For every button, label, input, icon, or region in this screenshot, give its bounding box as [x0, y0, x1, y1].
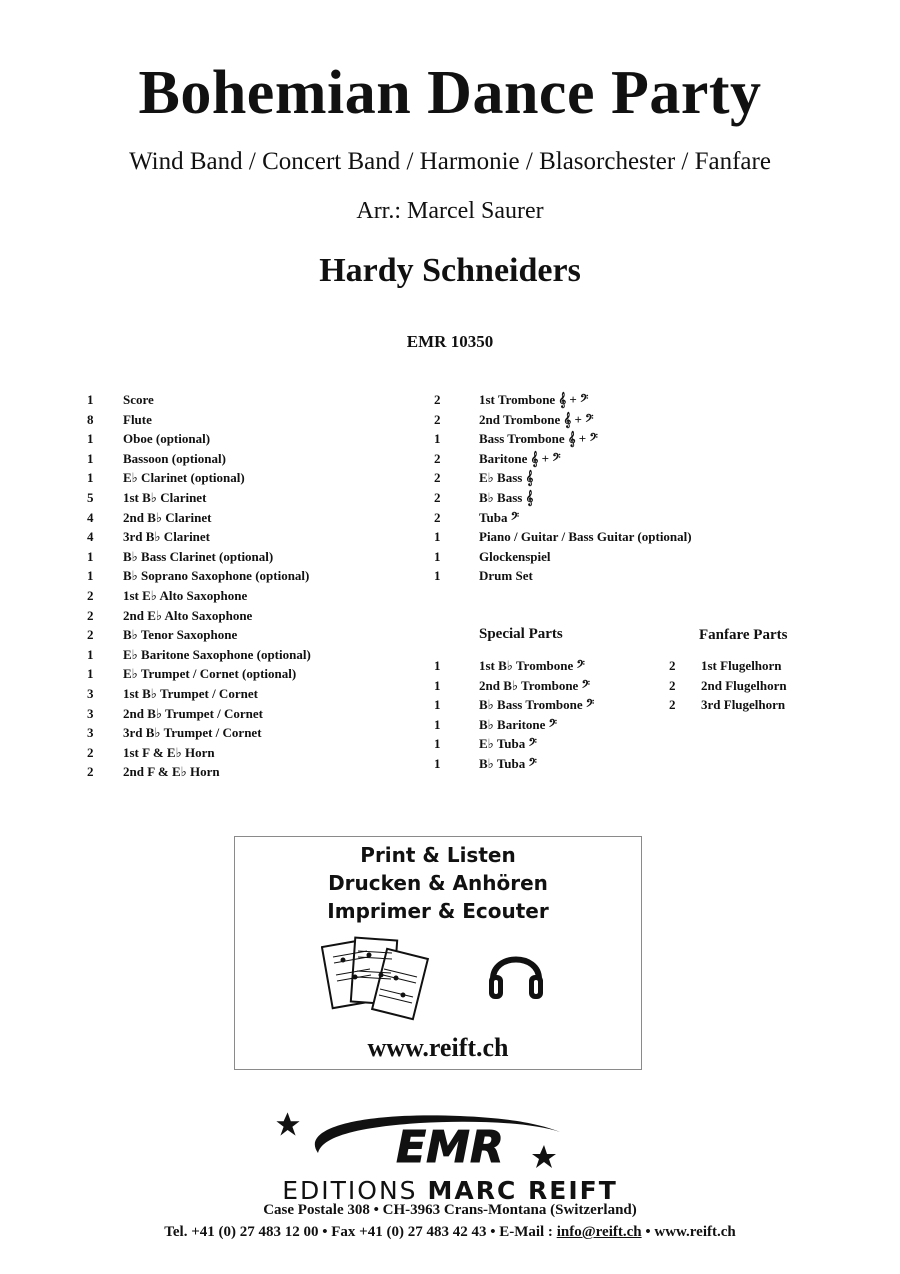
part-instrument: Bassoon (optional): [123, 450, 226, 466]
part-row: [87, 508, 311, 528]
part-row: [87, 664, 311, 684]
part-instrument: 1st B♭ Clarinet: [123, 489, 207, 505]
score-title: Bohemian Dance Party: [138, 59, 762, 127]
part-quantity: 1: [434, 755, 441, 771]
part-row: [87, 625, 311, 645]
publisher-contact: [0, 1224, 900, 1241]
part-row: [87, 488, 311, 508]
part-quantity: 1: [434, 658, 441, 673]
part-instrument: 2nd B♭ Trumpet / Cornet: [123, 705, 263, 721]
part-instrument: Score: [123, 392, 154, 407]
part-instrument: B♭ Soprano Saxophone (optional): [123, 568, 310, 584]
part-instrument: B♭ Bass 𝄞: [479, 489, 534, 505]
part-quantity: 1: [434, 697, 441, 713]
part-quantity: 1: [87, 548, 94, 564]
part-quantity: 3: [87, 705, 94, 721]
part-row: [669, 656, 787, 676]
part-row: [434, 468, 692, 488]
part-instrument: E♭ Trumpet / Cornet (optional): [123, 666, 297, 682]
part-row: [434, 527, 692, 547]
part-row: [434, 695, 594, 715]
part-instrument: Bass Trombone 𝄞 + 𝄢: [479, 431, 598, 447]
emr-logo-text: EMR: [396, 1122, 504, 1173]
part-instrument: 3rd B♭ Clarinet: [123, 529, 211, 545]
part-quantity: 3: [87, 685, 94, 701]
part-row: [434, 754, 594, 774]
part-quantity: 2: [434, 489, 441, 505]
part-row: [434, 410, 692, 430]
part-quantity: 1: [87, 470, 94, 486]
part-row: [434, 715, 594, 735]
part-row: [87, 410, 311, 430]
part-instrument: B♭ Baritone 𝄢: [479, 716, 558, 732]
part-instrument: B♭ Bass Clarinet (optional): [123, 548, 274, 564]
parts-list-left: [87, 390, 311, 782]
parts-list-middle: [434, 390, 692, 586]
part-quantity: 1: [87, 450, 94, 466]
part-instrument: Oboe (optional): [123, 431, 211, 447]
part-instrument: 2nd Trombone 𝄞 + 𝄢: [479, 411, 594, 427]
publisher-name: [0, 1176, 900, 1205]
part-quantity: 1: [87, 392, 94, 407]
part-row: [87, 645, 311, 665]
part-row: [434, 449, 692, 469]
part-quantity: 2: [434, 450, 441, 466]
part-quantity: 2: [669, 677, 676, 693]
part-quantity: 2: [87, 764, 94, 780]
part-instrument: Baritone 𝄞 + 𝄢: [479, 450, 561, 466]
part-instrument: E♭ Tuba 𝄢: [479, 736, 537, 752]
publisher-name-part2: MARC: [427, 1176, 529, 1205]
part-instrument: 1st B♭ Trumpet / Cornet: [123, 685, 258, 701]
part-instrument: 2nd Flugelhorn: [701, 677, 787, 693]
part-row: [87, 704, 311, 724]
part-instrument: 1st Trombone 𝄞 + 𝄢: [479, 392, 589, 407]
contact-phone-fax: Tel. +41 (0) 27 483 12 00 • Fax +41 (0) 27 483 42 43 • E-Mail :: [164, 1224, 557, 1240]
part-row: [87, 762, 311, 782]
part-quantity: 8: [87, 411, 94, 427]
part-row: [87, 684, 311, 704]
part-instrument: 1st B♭ Trombone 𝄢: [479, 658, 585, 673]
publisher-name-part1: EDITIONS: [282, 1176, 428, 1205]
part-row: [87, 468, 311, 488]
fanfare-parts-list: [669, 656, 787, 715]
part-quantity: 1: [87, 568, 94, 584]
part-row: [434, 676, 594, 696]
part-quantity: 4: [87, 509, 94, 525]
part-row: [87, 390, 311, 410]
part-quantity: 3: [87, 725, 94, 741]
part-instrument: 1st Flugelhorn: [701, 658, 782, 673]
part-row: [87, 449, 311, 469]
part-instrument: Drum Set: [479, 568, 533, 584]
part-row: [87, 547, 311, 567]
part-quantity: 2: [669, 697, 676, 713]
contact-website: • www.reift.ch: [641, 1224, 736, 1240]
part-instrument: E♭ Bass 𝄞: [479, 470, 534, 486]
catalog-number: EMR 10350: [406, 332, 494, 351]
part-quantity: 2: [87, 587, 94, 603]
part-instrument: 2nd F & E♭ Horn: [123, 764, 220, 780]
part-row: [669, 676, 787, 696]
part-instrument: 2nd B♭ Trombone 𝄢: [479, 677, 590, 693]
part-quantity: 1: [87, 666, 94, 682]
part-row: [87, 429, 311, 449]
part-quantity: 1: [434, 431, 441, 447]
part-row: [434, 656, 594, 676]
part-quantity: 2: [434, 470, 441, 486]
print-listen-box: [234, 836, 642, 1070]
part-quantity: 4: [87, 529, 94, 545]
part-quantity: 1: [434, 529, 441, 545]
part-row: [87, 527, 311, 547]
part-row: [87, 723, 311, 743]
part-instrument: B♭ Tuba 𝄢: [479, 755, 537, 771]
part-quantity: 2: [434, 411, 441, 427]
part-row: [87, 566, 311, 586]
part-instrument: 2nd B♭ Clarinet: [123, 509, 212, 525]
part-quantity: 1: [434, 568, 441, 584]
part-quantity: 2: [87, 607, 94, 623]
part-row: [434, 734, 594, 754]
part-quantity: 1: [87, 646, 94, 662]
part-instrument: E♭ Baritone Saxophone (optional): [123, 646, 311, 662]
part-instrument: 3rd Flugelhorn: [701, 697, 786, 713]
special-parts-heading: Special Parts: [479, 626, 563, 642]
part-instrument: 1st F & E♭ Horn: [123, 744, 215, 760]
part-instrument: B♭ Bass Trombone 𝄢: [479, 697, 595, 713]
ensemble-subtitle: Wind Band / Concert Band / Harmonie / Blasorchester / Fanfare: [129, 148, 771, 175]
part-row: [434, 429, 692, 449]
part-quantity: 2: [434, 509, 441, 525]
part-quantity: 1: [87, 431, 94, 447]
part-instrument: Flute: [123, 411, 152, 427]
promo-url[interactable]: www.reift.ch: [367, 1033, 509, 1062]
publisher-name-part3: REIFT: [528, 1176, 618, 1205]
part-instrument: 3rd B♭ Trumpet / Cornet: [123, 725, 262, 741]
special-parts-list: [434, 656, 594, 774]
part-instrument: Glockenspiel: [479, 548, 551, 564]
part-instrument: 1st E♭ Alto Saxophone: [123, 587, 248, 603]
part-instrument: B♭ Tenor Saxophone: [123, 627, 238, 643]
emr-logo: [0, 1108, 900, 1178]
part-instrument: E♭ Clarinet (optional): [123, 470, 245, 486]
part-quantity: 1: [434, 736, 441, 752]
part-row: [434, 488, 692, 508]
sheet-music-icon: [321, 933, 431, 1025]
part-instrument: Tuba 𝄢: [479, 509, 520, 525]
fanfare-parts-heading: Fanfare Parts: [699, 627, 788, 643]
part-quantity: 1: [434, 716, 441, 732]
part-quantity: 2: [434, 392, 441, 407]
part-row: [434, 508, 692, 528]
promo-line-en: Print & Listen: [360, 843, 516, 867]
promo-text: [235, 841, 641, 925]
contact-email-link[interactable]: info@reift.ch: [556, 1224, 642, 1240]
promo-line-fr: Imprimer & Ecouter: [327, 899, 549, 923]
part-instrument: 2nd E♭ Alto Saxophone: [123, 607, 253, 623]
part-row: [669, 695, 787, 715]
part-row: [434, 566, 692, 586]
part-quantity: 5: [87, 489, 94, 505]
part-row: [434, 547, 692, 567]
composer-name: Hardy Schneiders: [319, 252, 581, 289]
part-row: [434, 390, 692, 410]
promo-line-de: Drucken & Anhören: [328, 871, 548, 895]
part-row: [87, 606, 311, 626]
part-row: [87, 586, 311, 606]
part-quantity: 1: [434, 677, 441, 693]
part-quantity: 2: [87, 627, 94, 643]
part-quantity: 2: [669, 658, 676, 673]
arranger-credit: Arr.: Marcel Saurer: [356, 198, 544, 224]
headphones-icon: [485, 941, 547, 1003]
part-row: [87, 743, 311, 763]
part-quantity: 2: [87, 744, 94, 760]
part-instrument: Piano / Guitar / Bass Guitar (optional): [479, 529, 692, 545]
part-quantity: 1: [434, 548, 441, 564]
publisher-address: Case Postale 308 • CH-3963 Crans-Montana (Switzerland): [263, 1202, 637, 1218]
